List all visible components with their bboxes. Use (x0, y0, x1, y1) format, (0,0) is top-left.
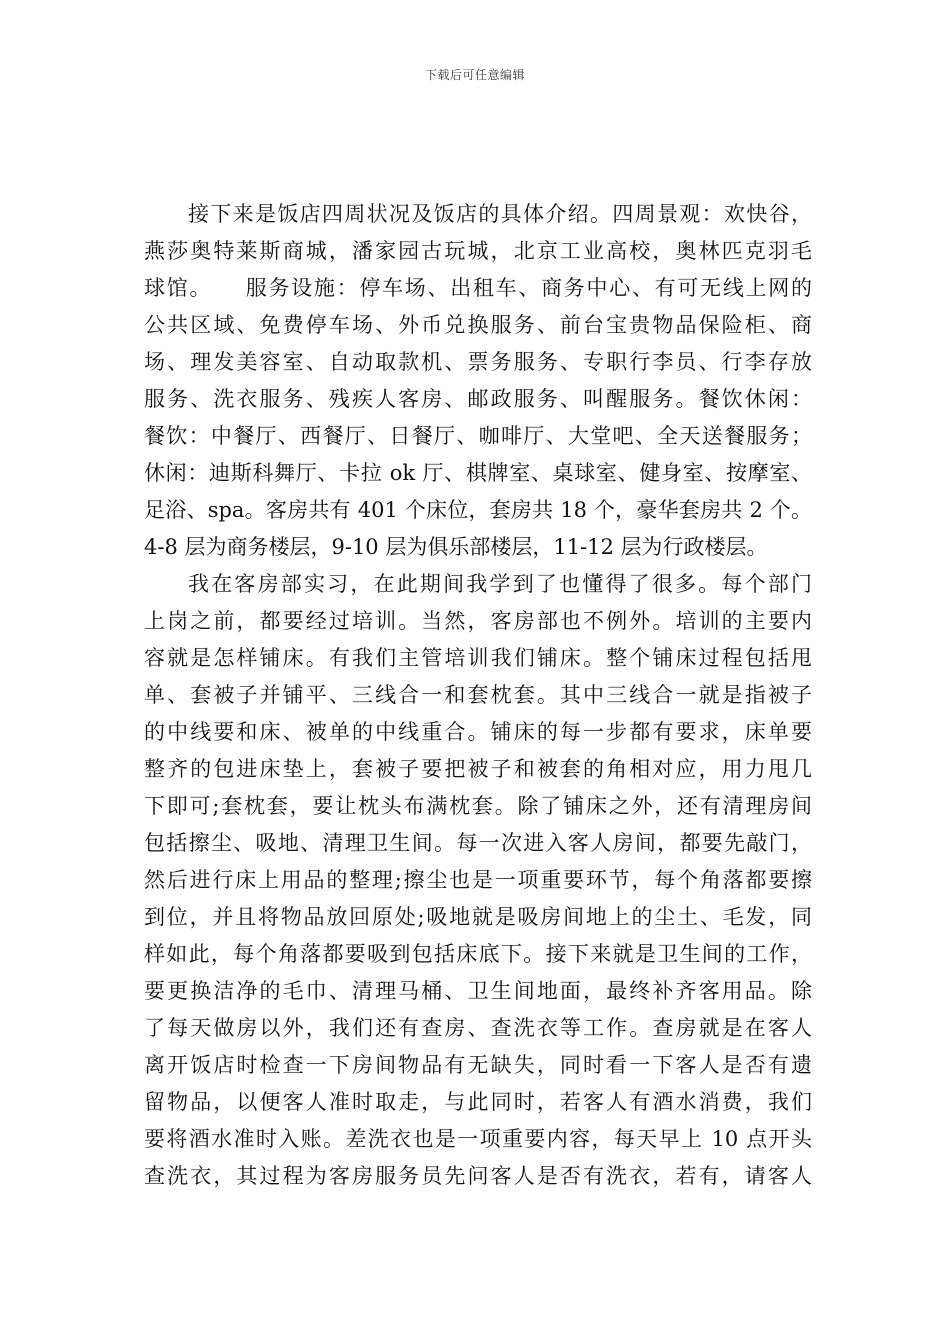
text-line: 休闲：迪斯科舞厅、卡拉 ok 厅、棋牌室、桌球室、健身室、按摩室、 (144, 461, 812, 485)
text-line: 要更换洁净的毛巾、清理马桶、卫生间地面，最终补齐客用品。除 (144, 979, 812, 1003)
text-line: 公共区域、免费停车场、外币兑换服务、前台宝贵物品保险柜、商 (144, 313, 812, 337)
document-body (144, 196, 812, 1195)
text-line: 要将酒水准时入账。差洗衣也是一项重要内容，每天早上 10 点开头 (144, 1127, 812, 1151)
text-line: 容就是怎样铺床。有我们主管培训我们铺床。整个铺床过程包括甩 (144, 646, 812, 670)
text-line: 包括擦尘、吸地、清理卫生间。每一次进入客人房间，都要先敲门， (144, 831, 812, 855)
text-line: 上岗之前，都要经过培训。当然，客房部也不例外。培训的主要内 (144, 609, 812, 633)
text-line: 下即可;套枕套，要让枕头布满枕套。除了铺床之外，还有清理房间 (144, 794, 812, 818)
text-line: 球馆。 服务设施：停车场、出租车、商务中心、有可无线上网的 (144, 276, 812, 300)
text-line: 场、理发美容室、自动取款机、票务服务、专职行李员、行李存放 (144, 350, 812, 374)
text-line: 离开饭店时检查一下房间物品有无缺失，同时看一下客人是否有遗 (144, 1053, 812, 1077)
text-line: 查洗衣，其过程为客房服务员先问客人是否有洗衣，若有，请客人 (144, 1164, 812, 1188)
page-header: 下载后可任意编辑 (424, 68, 525, 82)
text-line: 的中线要和床、被单的中线重合。铺床的每一步都有要求，床单要 (144, 720, 812, 744)
text-line: 4-8 层为商务楼层，9-10 层为俱乐部楼层，11-12 层为行政楼层。 (144, 535, 768, 559)
text-line: 餐饮：中餐厅、西餐厅、日餐厅、咖啡厅、大堂吧、全天送餐服务； (144, 424, 812, 448)
text-line: 足浴、spa。客房共有 401 个床位，套房共 18 个，豪华套房共 2 个。 (144, 498, 812, 522)
text-line: 燕莎奥特莱斯商城，潘家园古玩城，北京工业高校，奥林匹克羽毛 (144, 239, 812, 263)
text-line: 我在客房部实习，在此期间我学到了也懂得了很多。每个部门 (188, 572, 812, 596)
text-line: 样如此，每个角落都要吸到包括床底下。接下来就是卫生间的工作， (144, 942, 812, 966)
text-line: 到位，并且将物品放回原处;吸地就是吸房间地上的尘土、毛发，同 (144, 905, 812, 929)
text-line: 然后进行床上用品的整理;擦尘也是一项重要环节，每个角落都要擦 (144, 868, 812, 892)
text-line: 单、套被子并铺平、三线合一和套枕套。其中三线合一就是指被子 (144, 683, 812, 707)
text-line: 接下来是饭店四周状况及饭店的具体介绍。四周景观：欢快谷， (188, 202, 812, 226)
text-line: 整齐的包进床垫上，套被子要把被子和被套的角相对应，用力甩几 (144, 757, 812, 781)
text-line: 了每天做房以外，我们还有查房、查洗衣等工作。查房就是在客人 (144, 1016, 812, 1040)
text-line: 服务、洗衣服务、残疾人客房、邮政服务、叫醒服务。餐饮休闲： (144, 387, 812, 411)
text-line: 留物品，以便客人准时取走，与此同时，若客人有酒水消费，我们 (144, 1090, 812, 1114)
